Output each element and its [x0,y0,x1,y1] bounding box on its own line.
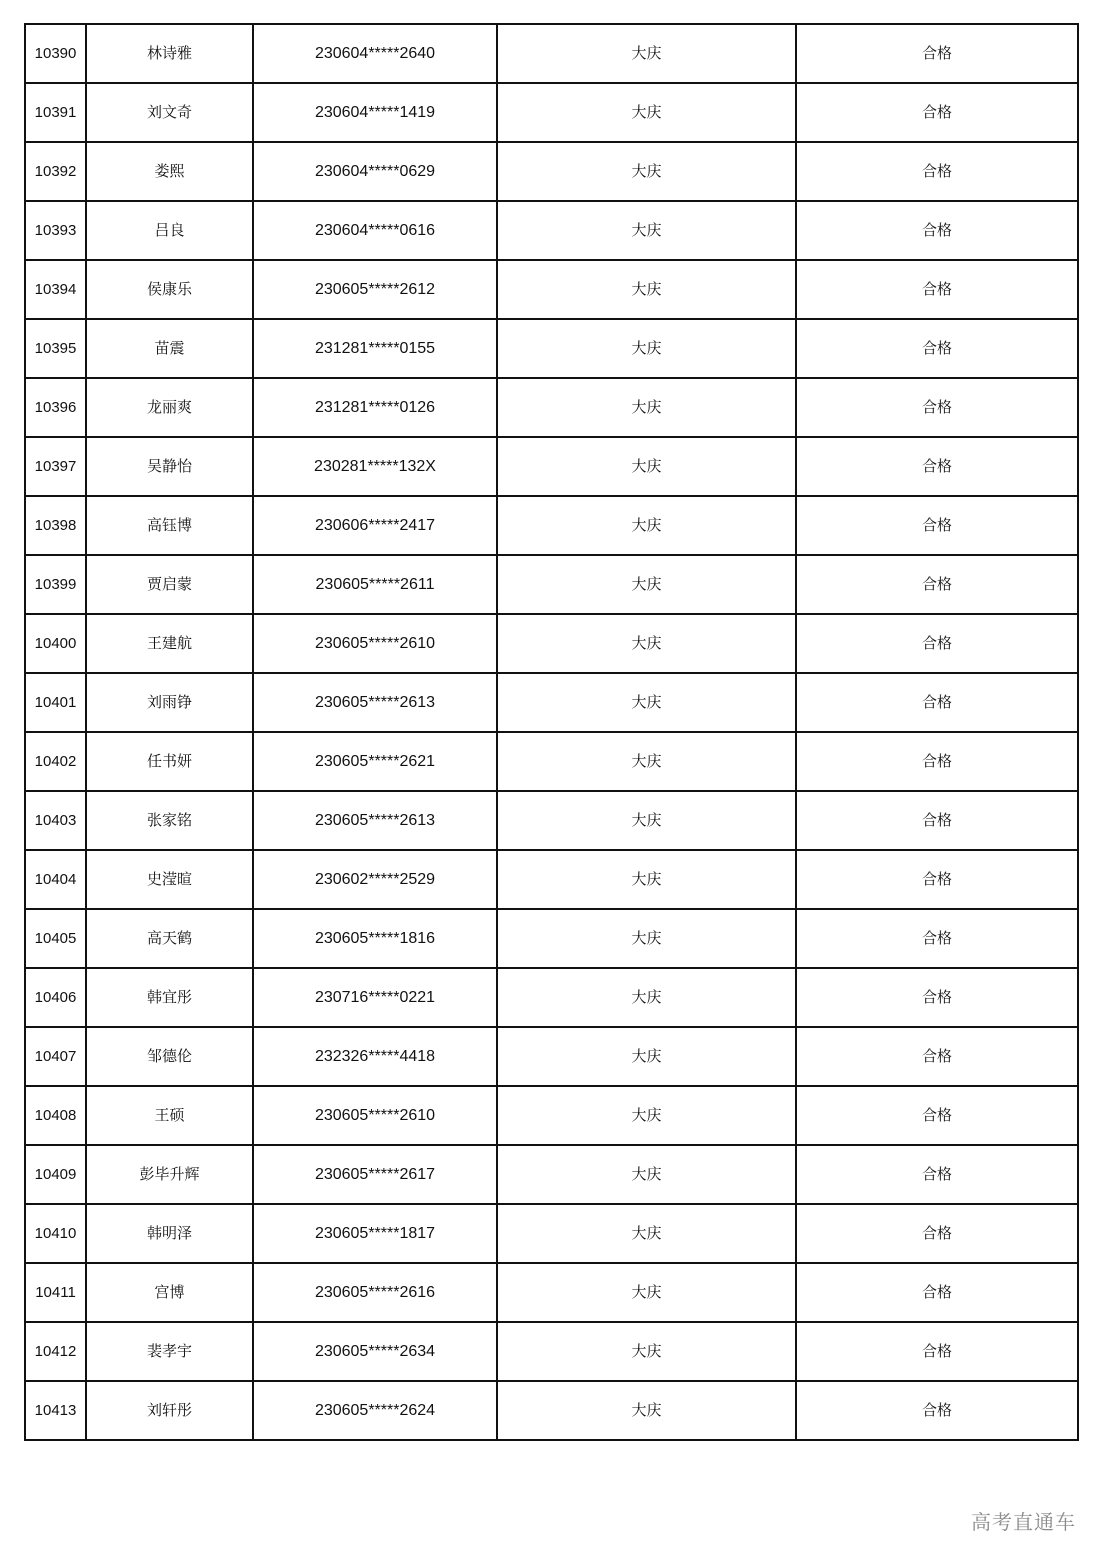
serial-number-cell: 10406 [25,968,86,1027]
id-number-cell: 230604*****2640 [253,24,497,83]
table-row [25,378,1078,437]
serial-number-cell: 10405 [25,909,86,968]
table-row [25,1204,1078,1263]
serial-number-cell: 10392 [25,142,86,201]
serial-number-cell: 10409 [25,1145,86,1204]
table-row [25,260,1078,319]
id-number-cell: 230605*****2610 [253,1086,497,1145]
table-row [25,850,1078,909]
id-number-cell: 230604*****1419 [253,83,497,142]
status-cell: 合格 [796,83,1078,142]
city-cell: 大庆 [497,83,796,142]
id-number-cell: 232326*****4418 [253,1027,497,1086]
table-row [25,555,1078,614]
table-row [25,1027,1078,1086]
status-cell: 合格 [796,850,1078,909]
name-cell: 刘雨铮 [86,673,253,732]
serial-number-cell: 10400 [25,614,86,673]
serial-number-cell: 10401 [25,673,86,732]
table-row [25,201,1078,260]
city-cell: 大庆 [497,1086,796,1145]
status-cell: 合格 [796,1086,1078,1145]
name-cell: 史滢暄 [86,850,253,909]
status-cell: 合格 [796,1145,1078,1204]
city-cell: 大庆 [497,142,796,201]
city-cell: 大庆 [497,614,796,673]
city-cell: 大庆 [497,319,796,378]
serial-number-cell: 10399 [25,555,86,614]
table-row [25,968,1078,1027]
table-row [25,1322,1078,1381]
name-cell: 王硕 [86,1086,253,1145]
records-table [24,23,1079,1441]
serial-number-cell: 10398 [25,496,86,555]
status-cell: 合格 [796,732,1078,791]
city-cell: 大庆 [497,555,796,614]
id-number-cell: 230716*****0221 [253,968,497,1027]
status-cell: 合格 [796,555,1078,614]
city-cell: 大庆 [497,201,796,260]
id-number-cell: 230605*****2613 [253,791,497,850]
serial-number-cell: 10403 [25,791,86,850]
serial-number-cell: 10393 [25,201,86,260]
id-number-cell: 230606*****2417 [253,496,497,555]
table-row [25,496,1078,555]
name-cell: 彭毕升辉 [86,1145,253,1204]
id-number-cell: 230604*****0616 [253,201,497,260]
table-row [25,673,1078,732]
name-cell: 娄熙 [86,142,253,201]
status-cell: 合格 [796,201,1078,260]
table-row [25,437,1078,496]
id-number-cell: 230605*****2616 [253,1263,497,1322]
name-cell: 吕良 [86,201,253,260]
name-cell: 苗震 [86,319,253,378]
id-number-cell: 230281*****132X [253,437,497,496]
city-cell: 大庆 [497,968,796,1027]
city-cell: 大庆 [497,437,796,496]
name-cell: 邹德伦 [86,1027,253,1086]
table-row [25,24,1078,83]
table-row [25,1263,1078,1322]
serial-number-cell: 10396 [25,378,86,437]
name-cell: 龙丽爽 [86,378,253,437]
id-number-cell: 230605*****1816 [253,909,497,968]
serial-number-cell: 10397 [25,437,86,496]
serial-number-cell: 10412 [25,1322,86,1381]
records-body [25,24,1078,1440]
city-cell: 大庆 [497,1027,796,1086]
id-number-cell: 230605*****2624 [253,1381,497,1440]
id-number-cell: 230602*****2529 [253,850,497,909]
status-cell: 合格 [796,437,1078,496]
status-cell: 合格 [796,319,1078,378]
city-cell: 大庆 [497,1145,796,1204]
status-cell: 合格 [796,1381,1078,1440]
name-cell: 贾启蒙 [86,555,253,614]
status-cell: 合格 [796,1322,1078,1381]
status-cell: 合格 [796,614,1078,673]
status-cell: 合格 [796,24,1078,83]
name-cell: 高天鹤 [86,909,253,968]
name-cell: 王建航 [86,614,253,673]
status-cell: 合格 [796,1204,1078,1263]
name-cell: 裴孝宇 [86,1322,253,1381]
serial-number-cell: 10402 [25,732,86,791]
name-cell: 张家铭 [86,791,253,850]
name-cell: 吴静怡 [86,437,253,496]
id-number-cell: 230605*****2612 [253,260,497,319]
name-cell: 高钰博 [86,496,253,555]
id-number-cell: 231281*****0155 [253,319,497,378]
table-row [25,142,1078,201]
city-cell: 大庆 [497,1381,796,1440]
city-cell: 大庆 [497,24,796,83]
serial-number-cell: 10394 [25,260,86,319]
city-cell: 大庆 [497,850,796,909]
serial-number-cell: 10413 [25,1381,86,1440]
id-number-cell: 230605*****2634 [253,1322,497,1381]
id-number-cell: 230605*****2611 [253,555,497,614]
status-cell: 合格 [796,673,1078,732]
status-cell: 合格 [796,1027,1078,1086]
status-cell: 合格 [796,496,1078,555]
status-cell: 合格 [796,968,1078,1027]
status-cell: 合格 [796,909,1078,968]
status-cell: 合格 [796,791,1078,850]
city-cell: 大庆 [497,1263,796,1322]
table-row [25,909,1078,968]
table-row [25,732,1078,791]
city-cell: 大庆 [497,496,796,555]
city-cell: 大庆 [497,791,796,850]
name-cell: 刘轩彤 [86,1381,253,1440]
status-cell: 合格 [796,378,1078,437]
id-number-cell: 230605*****2610 [253,614,497,673]
name-cell: 侯康乐 [86,260,253,319]
city-cell: 大庆 [497,909,796,968]
table-row [25,319,1078,378]
id-number-cell: 230605*****1817 [253,1204,497,1263]
name-cell: 韩宜彤 [86,968,253,1027]
status-cell: 合格 [796,142,1078,201]
watermark-text: 高考直通车 [971,1510,1076,1534]
city-cell: 大庆 [497,1204,796,1263]
name-cell: 韩明泽 [86,1204,253,1263]
id-number-cell: 230605*****2621 [253,732,497,791]
name-cell: 任书妍 [86,732,253,791]
serial-number-cell: 10408 [25,1086,86,1145]
id-number-cell: 230605*****2613 [253,673,497,732]
city-cell: 大庆 [497,673,796,732]
serial-number-cell: 10391 [25,83,86,142]
city-cell: 大庆 [497,732,796,791]
name-cell: 宫博 [86,1263,253,1322]
table-row [25,614,1078,673]
serial-number-cell: 10404 [25,850,86,909]
name-cell: 林诗雅 [86,24,253,83]
table-row [25,1145,1078,1204]
table-row [25,83,1078,142]
status-cell: 合格 [796,260,1078,319]
name-cell: 刘文奇 [86,83,253,142]
table-row [25,791,1078,850]
id-number-cell: 231281*****0126 [253,378,497,437]
status-cell: 合格 [796,1263,1078,1322]
serial-number-cell: 10395 [25,319,86,378]
id-number-cell: 230604*****0629 [253,142,497,201]
table-row [25,1381,1078,1440]
serial-number-cell: 10407 [25,1027,86,1086]
serial-number-cell: 10390 [25,24,86,83]
table-row [25,1086,1078,1145]
city-cell: 大庆 [497,260,796,319]
city-cell: 大庆 [497,378,796,437]
serial-number-cell: 10410 [25,1204,86,1263]
id-number-cell: 230605*****2617 [253,1145,497,1204]
city-cell: 大庆 [497,1322,796,1381]
serial-number-cell: 10411 [25,1263,86,1322]
